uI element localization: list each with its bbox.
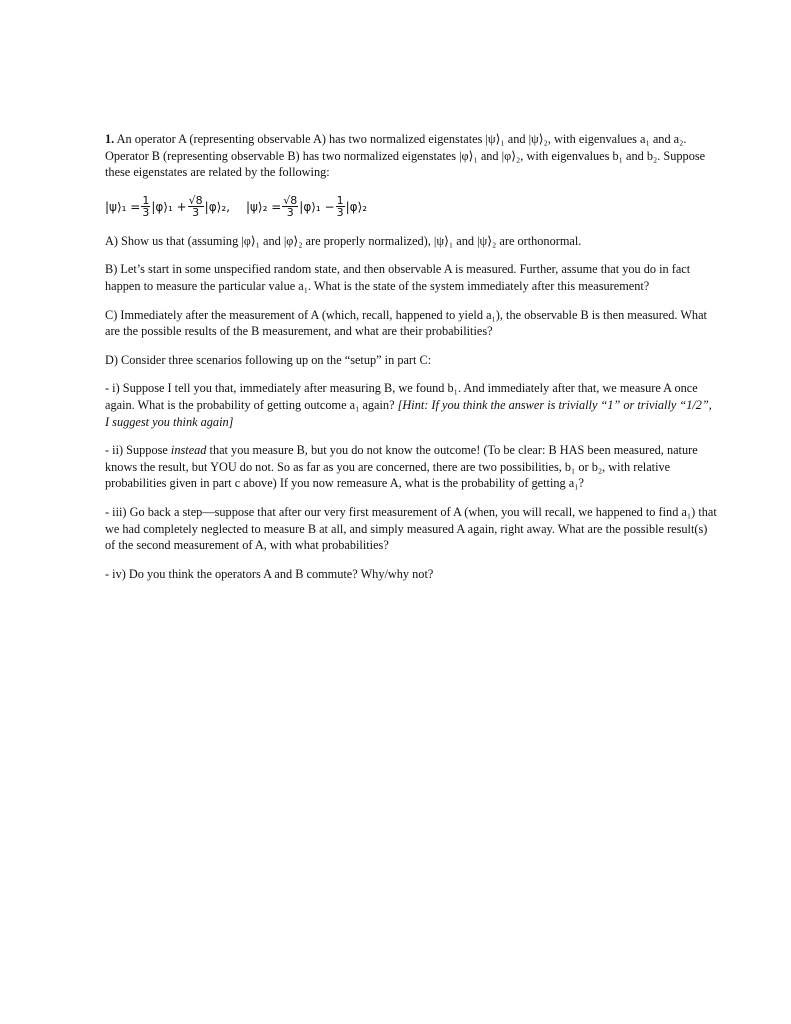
eq-phi2-term-a: |φ⟩₂, (204, 199, 230, 214)
eq-psi1-lhs: |ψ⟩₁ = (105, 199, 141, 214)
problem-body (105, 131, 717, 594)
eq-frac-4 (336, 195, 345, 219)
part-d-iii: - iii) Go back a step—suppose that after our very first measurement of A (when, you will recall, we happened to find a₁) that we had completely neglected to measure B at all, and simply measured A again, right away. What are the possible result(s) of the second measurement of A, with what probabilities? (105, 505, 717, 553)
eq-psi2-lhs: |ψ⟩₂ = (245, 199, 282, 214)
eq-frac-2-denominator: 3 (192, 206, 200, 220)
part-d-ii-pre: - ii) Suppose (105, 443, 171, 458)
eq-phi1-term-b: |φ⟩₁ − (299, 199, 335, 214)
part-d: D) Consider three scenarios following up on the “setup” in part C: (105, 352, 432, 367)
eq-frac-1-numerator: 1 (142, 193, 150, 207)
eq-frac-1-denominator: 3 (142, 206, 150, 220)
part-d-ii (105, 442, 717, 492)
part-d-i-text: - i) Suppose I tell you that, immediately after measuring B, we found b₁. And immediately after that, we measure A once again. What is the probability of getting outcome a₁ again? (105, 381, 698, 413)
eq-phi1-term-a: |φ⟩₁ + (151, 199, 187, 214)
eq-frac-3-denominator: 3 (286, 206, 294, 220)
eigenstate-relations-equation (105, 195, 717, 219)
problem-number: 1. (105, 132, 115, 146)
problem-intro-text: An operator A (representing observable A) has two normalized eigenstates |ψ⟩₁ and |ψ⟩₂, with eigenvalues a₁ and a₂. Operator B (representing observable B) has two normalized eigenstates |φ⟩₁ and |φ⟩₂, with eigenvalues b₁ and b₂. Suppose these eigenstates are related by the following: (105, 132, 706, 180)
eq-frac-4-denominator: 3 (336, 206, 344, 220)
eq-frac-3-numerator: √8 (283, 193, 298, 207)
eq-frac-2 (188, 195, 204, 219)
eq-frac-2-numerator: √8 (188, 193, 203, 207)
problem-intro (105, 131, 717, 181)
part-c: C) Immediately after the measurement of A (which, recall, happened to yield a₁), the observable B is then measured. What are the possible results of the B measurement, and what are their probabilities? (105, 307, 707, 339)
part-d-iv: - iv) Do you think the operators A and B commute? Why/why not? (105, 566, 434, 581)
part-d-i (105, 380, 717, 430)
part-b: B) Let’s start in some unspecified random state, and then observable A is measured. Further, assume that you do in fact happen to measure the particular value a₁. What is the state of the system immediately after this measurement? (105, 262, 691, 294)
part-d-ii-emphasis: instead (170, 443, 207, 458)
eq-phi2-term-b: |φ⟩₂ (345, 199, 368, 214)
part-d-ii-post: that you measure B, but you do not know the outcome! (To be clear: B HAS been measured, nature knows the result, but YOU do not. So as far as you are concerned, there are two possibilities, b₁ or b₂, with relative probabilities given in part c above) If you now remeasure A, what is the probability of getting a₁? (105, 443, 698, 491)
part-d-i-hint: [Hint: If you think the answer is trivially “1” or trivially “1/2”, I suggest you think again] (105, 398, 712, 429)
eq-frac-1 (141, 195, 150, 219)
eq-frac-3 (282, 195, 298, 219)
eq-frac-4-numerator: 1 (336, 193, 344, 207)
part-a: A) Show us that (assuming |φ⟩₁ and |φ⟩₂ are properly normalized), |ψ⟩₁ and |ψ⟩₂ are orthonormal. (105, 233, 582, 248)
